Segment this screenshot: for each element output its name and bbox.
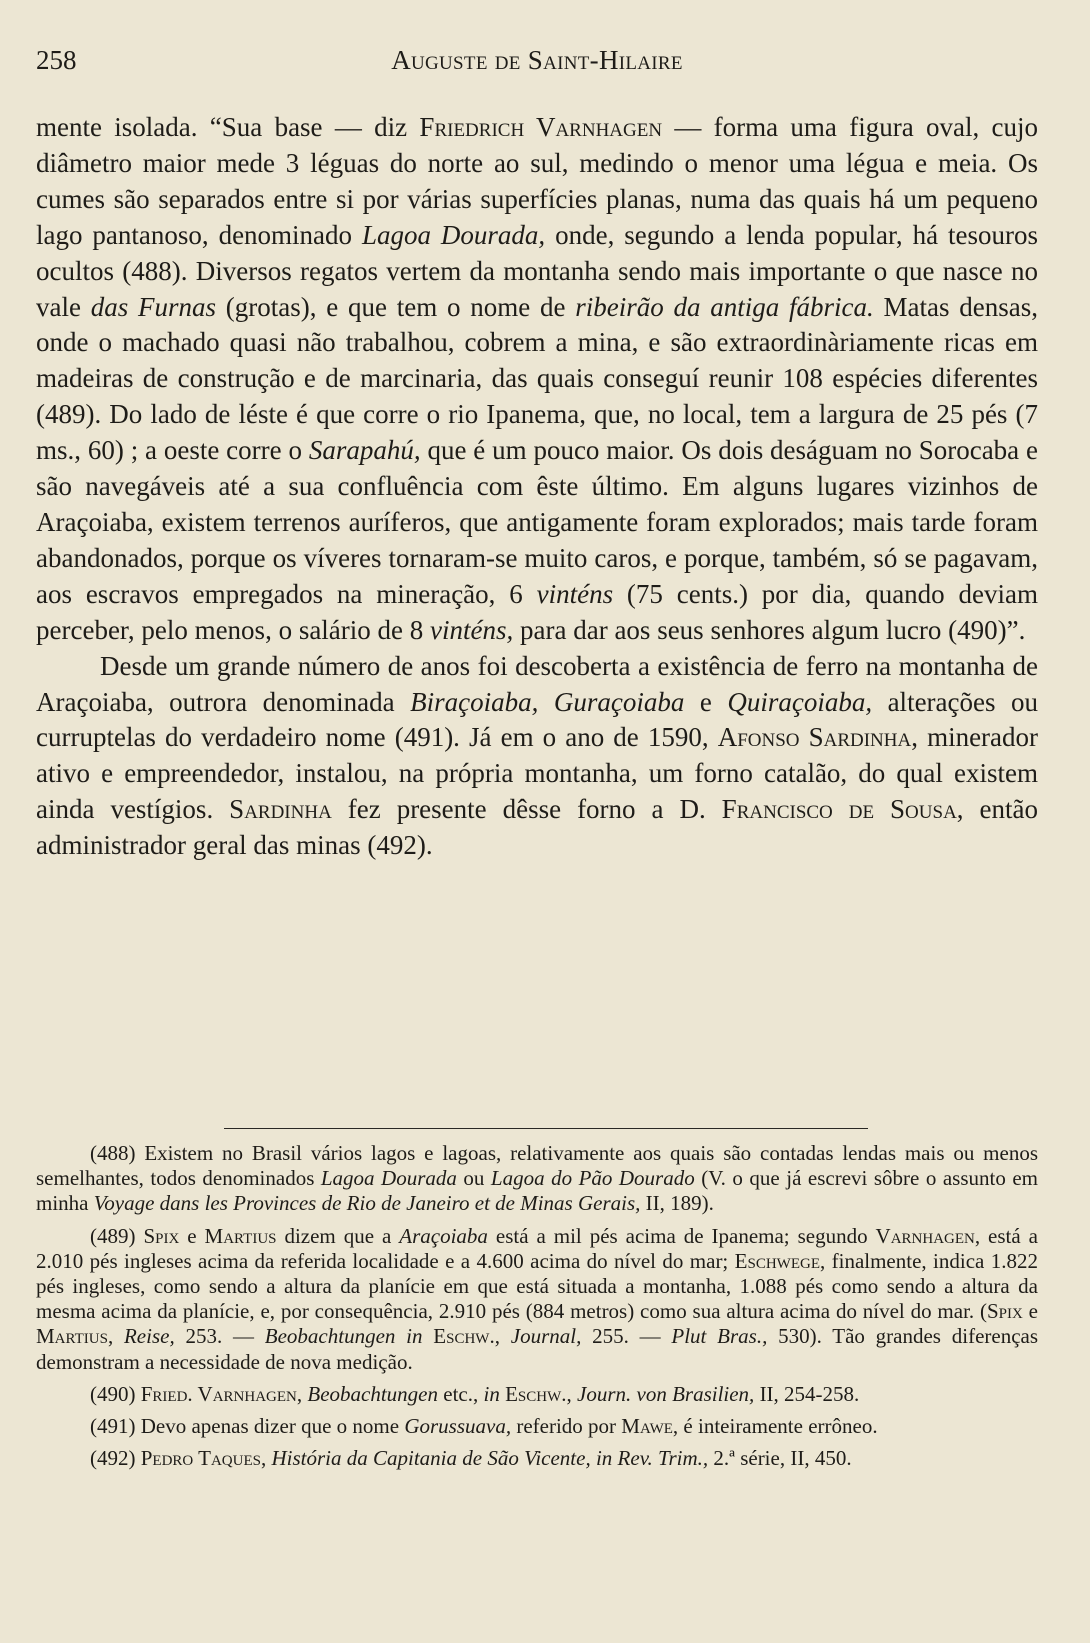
text-run: para dar aos seus senhores algum lucro (490)”. [513, 614, 1026, 645]
italic-term: Quiraçoiaba, [727, 686, 873, 717]
page-number: 258 [36, 45, 77, 75]
text-run: e [1022, 1299, 1038, 1324]
text-run: Existem no Brasil vários lagos e lagoas, relativamente aos quais são contadas lendas mais ou menos semelhantes, todos denominados [36, 1141, 1038, 1191]
running-head: Auguste de Saint-Hilaire [391, 45, 683, 75]
text-run: 255. — [581, 1324, 672, 1349]
text-run: é inteiramente errôneo. [678, 1414, 878, 1439]
italic-term: Journ. von Brasilien, [577, 1381, 755, 1406]
text-run [423, 1324, 434, 1348]
text-run: 530). Tão grandes diferenças demonstram a necessidade de nova medição. [36, 1324, 1039, 1374]
text-run [500, 1324, 511, 1348]
footnote-492 [36, 1446, 1038, 1471]
italic-term: das Furnas [90, 291, 217, 322]
text-run [113, 1324, 124, 1348]
person-name: Pedro Taques, [135, 1446, 267, 1471]
italic-term: Reise, [123, 1324, 175, 1349]
footnote-491 [36, 1414, 1038, 1439]
person-name: Afonso Sardinha, [717, 722, 918, 753]
text-run: etc., [438, 1381, 484, 1406]
text-run: está a 2.010 pés ingleses acima da referida localidade e a 4.600 acima do nível do mar; [36, 1223, 1038, 1273]
text-run: minerador ativo e empreendedor, instalou, na própria montanha, um forno catalão, do qual existem ainda vestígios. [36, 722, 1039, 825]
italic-term: Biraçoiaba, Guraçoiaba [410, 686, 685, 717]
italic-term: Voyage dans les Provinces de Rio de Janeiro et de Minas Gerais, [93, 1191, 641, 1216]
text-run: ou [456, 1166, 491, 1191]
text-run: 253. — [174, 1324, 265, 1349]
italic-term: vinténs [536, 578, 614, 609]
footnote-number: (488) [90, 1141, 136, 1165]
italic-term: História da Capitania de São Vicente, in Rev. Trim., [271, 1446, 709, 1471]
person-name: Eschw., [505, 1381, 572, 1406]
italic-term: Lagoa Dourada [320, 1166, 457, 1191]
text-run: — forma uma figura oval, cujo diâmetro maior mede 3 léguas do norte ao sul, medindo o menor uma légua e meia. Os cumes são separados entre si por várias superfícies planas, numa das quais há um pequeno lago pantanoso, denominado [36, 112, 1038, 250]
text-run: finalmente, indica 1.822 pés ingleses, como sendo a altura da planície em que está situada a montanha, 1.088 pés como sendo a altura da mesma acima da planície, e, por consequência, 2.910 pés (884 metros) como sua altura acima do nível do mar. ( [36, 1248, 1038, 1324]
italic-term: in [483, 1381, 500, 1406]
page-header [36, 40, 1038, 80]
text-run: que é um pouco maior. Os dois deságuam no Sorocaba e são navegáveis até a sua confluência com êste último. Em alguns lugares vizinhos de Araçoiaba, existem terrenos auríferos, que antigamente foram explorados; mais tarde foram abandonados, porque os víveres tornaram-se muito caros, e porque, também, só se pagavam, aos escravos empregados na mineração, 6 [36, 435, 1038, 609]
footnote-489 [36, 1224, 1038, 1375]
footnote-488 [36, 1141, 1038, 1217]
footnote-number: (491) [90, 1414, 136, 1439]
author-name: Friedrich Varnhagen [419, 112, 663, 142]
person-name: Sardinha [229, 794, 332, 825]
text-run: dizem que a [276, 1223, 400, 1248]
footnote-490 [36, 1382, 1038, 1407]
text-run: alterações ou curruptelas do verdadeiro nome (491). Já em o ano de 1590, [36, 686, 1038, 753]
text-run: Matas densas, onde o machado quasi não trabalhou, cobrem a mina, e são extraordinàriamente ricas em madeiras de construção e de marcinaria, das quais conseguí reunir 108 espécies diferentes (489). Do lado de léste é que corre o rio Ipanema, que, no local, tem a largura de 25 pés (7 ms., 60) ; a oeste corre o [36, 291, 1039, 466]
italic-term: ribeirão da antiga fábrica. [575, 291, 874, 322]
text-run: fez presente dêsse forno a [331, 794, 680, 825]
footnote-number: (489) [90, 1223, 136, 1248]
text-run: Devo apenas dizer que o nome [135, 1414, 405, 1439]
italic-term: Araçoiaba [399, 1223, 488, 1248]
italic-term: Gorussuava, [404, 1414, 512, 1439]
text-run: II, 254-258. [754, 1381, 860, 1406]
text-run: então administrador geral das minas (492). [36, 794, 1038, 861]
text-run: e [684, 686, 728, 717]
text-run: está a mil pés acima de Ipanema; segundo [487, 1223, 876, 1248]
text-run: (grotas), e que tem o nome de [216, 291, 576, 322]
person-name: Martius [204, 1223, 277, 1248]
footnote-divider [224, 1128, 868, 1129]
text-run: (V. o que já escrevi sôbre o assunto em minha [36, 1166, 1038, 1216]
text-run: onde, segundo a lenda popular, há tesouros ocultos (488). Diversos regatos vertem da montanha sendo mais importante o que nasce no vale [36, 219, 1038, 322]
text-run: II, 189). [640, 1191, 714, 1216]
italic-term: Journal, [510, 1324, 582, 1349]
person-name: Eschw., [433, 1324, 500, 1349]
person-name: Martius, [36, 1324, 114, 1349]
person-name: Eschwege, [734, 1248, 826, 1273]
text-run: (75 cents.) por dia, quando deviam perceber, pelo menos, o salário de 8 [36, 578, 1038, 645]
text-run: referido por [511, 1414, 622, 1439]
italic-term: Sarapahú, [308, 435, 421, 466]
text-run: Desde um grande número de anos foi descoberta a existência de ferro na montanha de Araçoiaba, outrora denominada [36, 650, 1038, 717]
person-name: Spix [986, 1299, 1023, 1324]
italic-term: Lagoa do Pão Dourado [490, 1166, 695, 1191]
italic-term: vinténs, [430, 614, 514, 645]
footnote-number: (492) [90, 1446, 136, 1471]
footnotes [36, 1141, 1038, 1478]
person-name: Mawe, [621, 1414, 679, 1439]
italic-term: Lagoa Dourada, [361, 219, 546, 250]
person-name: Fried. Varnhagen, [135, 1381, 303, 1406]
paragraph-2 [36, 649, 1038, 864]
italic-term: Beobachtungen [307, 1381, 438, 1406]
text-run: 2.ª série, II, 450. [708, 1446, 852, 1471]
paragraph-1 [36, 110, 1038, 649]
person-name: Varnhagen, [875, 1223, 981, 1248]
text-run: e [179, 1223, 205, 1248]
text-run: mente isolada. “Sua base — diz [36, 112, 420, 142]
person-name: D. Francisco de Sousa, [679, 794, 964, 825]
italic-term: Plut Bras., [671, 1324, 768, 1349]
person-name: Spix [135, 1223, 180, 1248]
italic-term: Beobachtungen in [264, 1324, 423, 1349]
main-text [36, 110, 1038, 864]
footnote-number: (490) [90, 1381, 136, 1406]
